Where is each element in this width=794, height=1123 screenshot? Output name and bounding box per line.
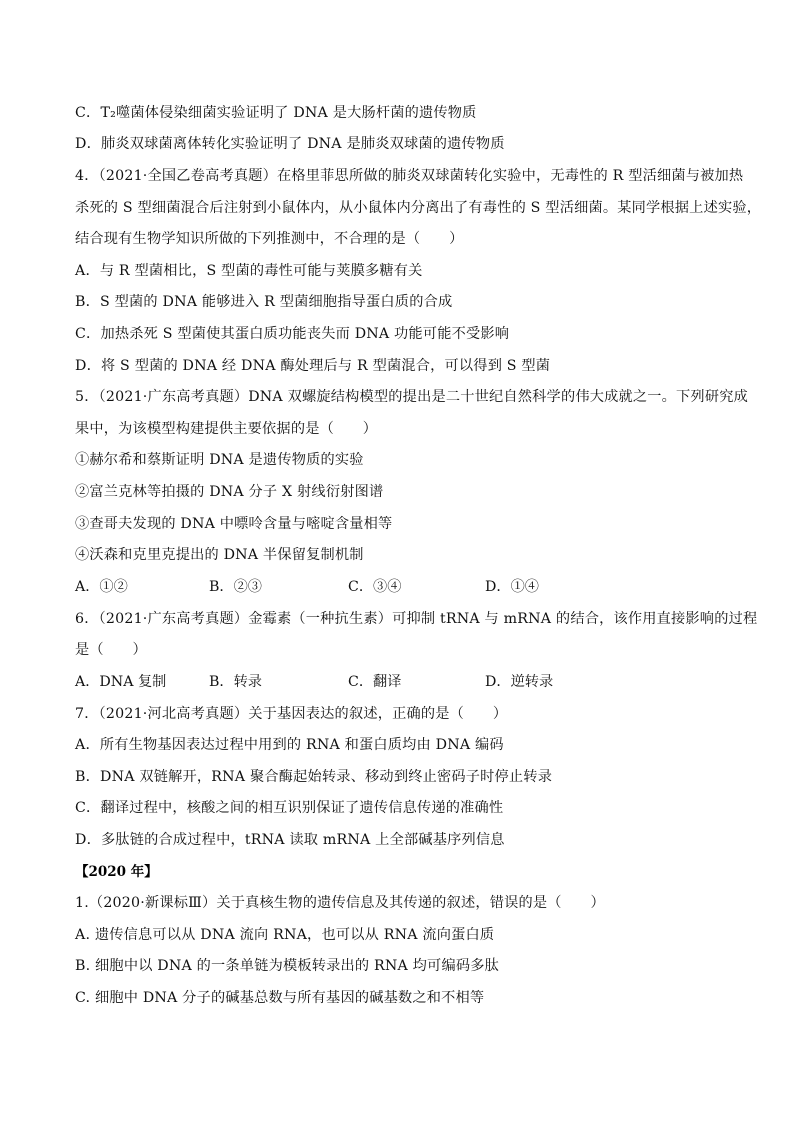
q4-stem-line2: 杀死的 S 型细菌混合后注射到小鼠体内，从小鼠体内分离出了有毒性的 S 型活细菌。某同学根据上述实验，: [75, 200, 762, 216]
q5-option-d: D．①④: [485, 579, 539, 595]
q5-item-4: ④沃森和克里克提出的 DNA 半保留复制机制: [75, 547, 364, 563]
q6-stem-line2: 是（ ）: [75, 642, 147, 658]
q6-option-b: B．转录: [209, 674, 262, 690]
q5-item-2: ②富兰克林等拍摄的 DNA 分子 X 射线衍射图谱: [75, 484, 384, 500]
q4-stem-line3: 结合现有生物学知识所做的下列推测中，不合理的是（ ）: [75, 231, 464, 247]
q4-option-c: C．加热杀死 S 型菌使其蛋白质功能丧失而 DNA 功能可能不受影响: [75, 326, 510, 342]
q7-option-b: B．DNA 双链解开，RNA 聚合酶起始转录、移动到终止密码子时停止转录: [75, 769, 553, 785]
q7-option-a: A．所有生物基因表达过程中用到的 RNA 和蛋白质均由 DNA 编码: [75, 737, 504, 753]
q5-item-3: ③查哥夫发现的 DNA 中嘌呤含量与嘧啶含量相等: [75, 516, 393, 532]
q2020-1-option-a: A. 遗传信息可以从 DNA 流向 RNA，也可以从 RNA 流向蛋白质: [75, 927, 495, 943]
q4-option-a: A．与 R 型菌相比，S 型菌的毒性可能与荚膜多糖有关: [75, 263, 423, 279]
q2020-1-option-c: C. 细胞中 DNA 分子的碱基总数与所有基因的碱基数之和不相等: [75, 990, 485, 1006]
q7-stem: 7．（2021·河北高考真题）关于基因表达的叙述，正确的是（ ）: [75, 706, 508, 722]
q6-option-c: C．翻译: [348, 674, 402, 690]
q3-option-d: D．肺炎双球菌离体转化实验证明了 DNA 是肺炎双球菌的遗传物质: [75, 136, 505, 152]
q6-option-d: D．逆转录: [485, 674, 554, 690]
q2020-1-stem: 1.（2020·新课标Ⅲ）关于真核生物的遗传信息及其传递的叙述，错误的是（ ）: [75, 895, 605, 911]
q4-stem-line1: 4．（2021·全国乙卷高考真题）在格里菲思所做的肺炎双球菌转化实验中，无毒性的 R 型活细菌与被加热: [75, 168, 744, 184]
q7-option-c: C．翻译过程中，核酸之间的相互识别保证了遗传信息传递的准确性: [75, 800, 504, 816]
q6-stem-line1: 6．（2021·广东高考真题）金霉素（一种抗生素）可抑制 tRNA 与 mRNA 的结合，该作用直接影响的过程: [75, 611, 758, 627]
q7-option-d: D．多肽链的合成过程中，tRNA 读取 mRNA 上全部碱基序列信息: [75, 832, 505, 848]
q6-option-a: A．DNA 复制: [75, 674, 167, 690]
q5-stem-line1: 5．（2021·广东高考真题）DNA 双螺旋结构模型的提出是二十世纪自然科学的伟大成就之一。下列研究成: [75, 389, 748, 405]
section-heading-2020: 【2020 年】: [75, 864, 158, 880]
q4-option-b: B．S 型菌的 DNA 能够进入 R 型菌细胞指导蛋白质的合成: [75, 294, 453, 310]
q5-option-b: B．②③: [209, 579, 262, 595]
q5-option-a: A．①②: [75, 579, 128, 595]
q3-option-c: C．T₂噬菌体侵染细菌实验证明了 DNA 是大肠杆菌的遗传物质: [75, 105, 477, 121]
q5-stem-line2: 果中，为该模型构建提供主要依据的是（ ）: [75, 421, 378, 437]
q2020-1-option-b: B. 细胞中以 DNA 的一条单链为模板转录出的 RNA 均可编码多肽: [75, 958, 499, 974]
q4-option-d: D．将 S 型菌的 DNA 经 DNA 酶处理后与 R 型菌混合，可以得到 S 型菌: [75, 358, 551, 374]
q5-item-1: ①赫尔希和蔡斯证明 DNA 是遗传物质的实验: [75, 452, 364, 468]
q5-option-c: C．③④: [348, 579, 402, 595]
